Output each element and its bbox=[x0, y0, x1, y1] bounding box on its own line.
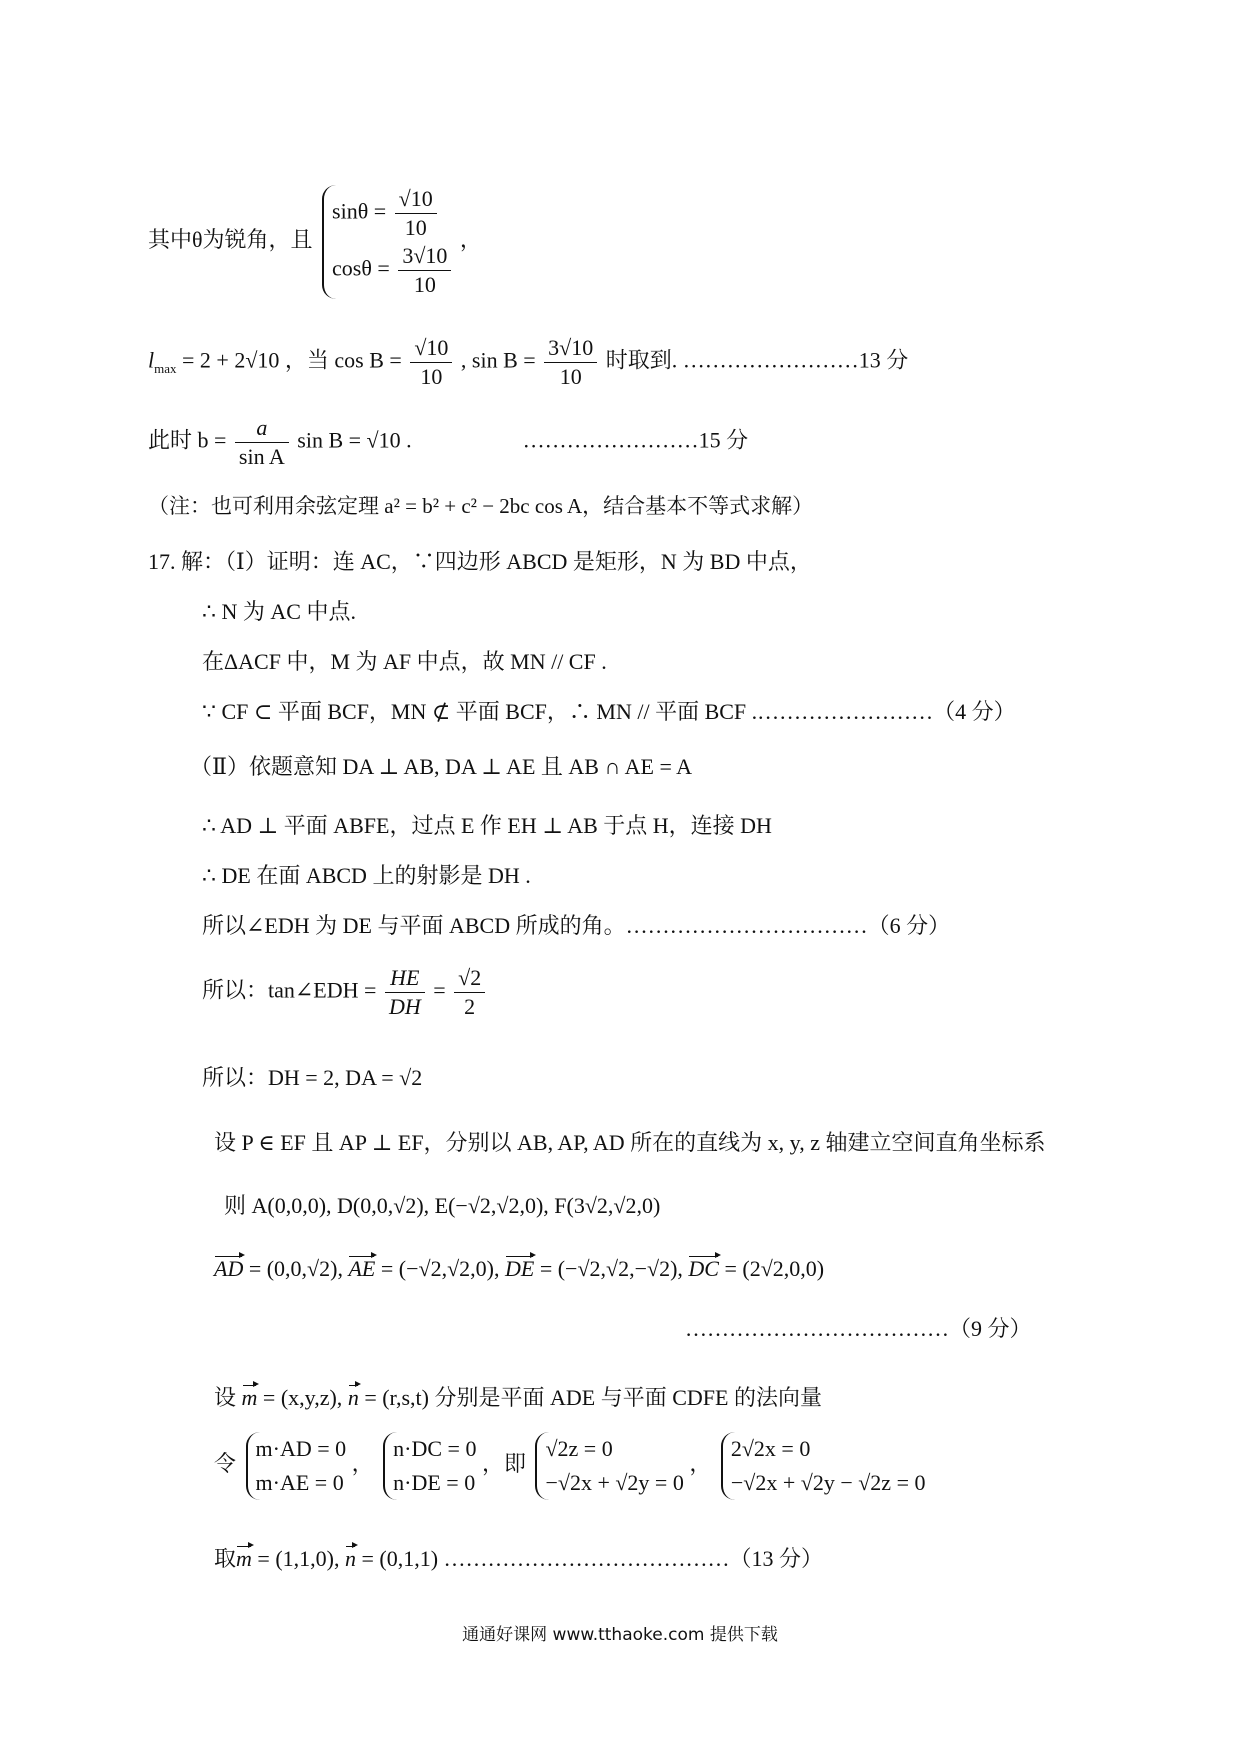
line-equation-systems bbox=[214, 1432, 925, 1500]
system-row: √2z = 0 bbox=[545, 1436, 613, 1461]
system-brace bbox=[322, 185, 454, 299]
line-n-midpoint: ∴ N 为 AC 中点. bbox=[202, 599, 356, 624]
ling-text: 令 bbox=[214, 1451, 237, 1477]
vector-value: = (2√2,0,0) bbox=[718, 1256, 825, 1281]
text: 设 bbox=[214, 1385, 242, 1410]
note-line: （注：也可利用余弦定理 a² = b² + c² − 2bc cos A，结合基本不等式求解） bbox=[148, 494, 814, 518]
line-theta-acute bbox=[148, 185, 482, 299]
when-cos: ，当 cos B = bbox=[284, 347, 402, 373]
equals: = bbox=[433, 977, 446, 1003]
text: 取 bbox=[214, 1546, 237, 1571]
numerator: HE bbox=[385, 964, 425, 993]
system-brace bbox=[721, 1432, 926, 1500]
ji-text: ，即 bbox=[481, 1451, 526, 1477]
line-mn-plane: ∵ CF ⊂ 平面 BCF，MN ⊄ 平面 BCF，∴ MN // 平面 BCF .……………………（4 分） bbox=[202, 699, 1016, 724]
line-mn-parallel: 在ΔACF 中，M 为 AF 中点，故 MN // CF . bbox=[202, 649, 607, 674]
vector-n: n bbox=[344, 1546, 356, 1571]
line-vectors bbox=[214, 1255, 824, 1283]
numerator: a bbox=[235, 414, 289, 443]
system-row: n·DC = 0 bbox=[393, 1436, 477, 1461]
sin-b: , sin B = bbox=[460, 347, 536, 373]
vector-ad: AD bbox=[214, 1256, 244, 1281]
system-row: −√2x + √2y − √2z = 0 bbox=[730, 1470, 926, 1495]
score-mark: ……………………13 分 bbox=[682, 347, 909, 373]
cos-lhs: cosθ = bbox=[332, 255, 390, 281]
fraction bbox=[395, 185, 437, 242]
system-brace bbox=[246, 1432, 347, 1500]
vector-value: = (−√2,√2,0), bbox=[375, 1256, 505, 1281]
denominator: 10 bbox=[404, 215, 427, 240]
vector-ae: AE bbox=[348, 1256, 376, 1281]
line-angle: 所以∠EDH 为 DE 与平面 ABCD 所成的角。……………………………（6 分） bbox=[202, 913, 951, 938]
line-normal-vectors bbox=[214, 1384, 822, 1412]
numerator: √10 bbox=[410, 334, 452, 363]
line-points: 则 A(0,0,0), D(0,0,√2), E(−√2,√2,0), F(3√2,√2,0) bbox=[224, 1193, 661, 1218]
line-projection: ∴ DE 在面 ABCD 上的射影是 DH . bbox=[202, 863, 531, 888]
numerator: 3√10 bbox=[544, 334, 597, 363]
line-ad-perp: ∴ AD ⊥ 平面 ABFE，过点 E 作 EH ⊥ AB 于点 H，连接 DH bbox=[202, 813, 772, 838]
text: = (r,s,t) 分别是平面 ADE 与平面 CDFE 的法向量 bbox=[358, 1385, 822, 1410]
fraction bbox=[544, 334, 597, 391]
numerator: √2 bbox=[454, 964, 485, 993]
system-row: m·AD = 0 bbox=[255, 1436, 347, 1461]
fraction bbox=[454, 964, 485, 1021]
system-row: −√2x + √2y = 0 bbox=[545, 1470, 684, 1495]
vector-m: m bbox=[236, 1546, 252, 1571]
vector-de: DE bbox=[504, 1256, 535, 1281]
b-prefix: 此时 b = bbox=[148, 427, 227, 453]
system-row: 2√2x = 0 bbox=[730, 1436, 811, 1461]
denominator: 10 bbox=[413, 272, 436, 297]
system-row: m·AE = 0 bbox=[255, 1470, 344, 1495]
text: = (1,1,0), bbox=[251, 1546, 345, 1571]
fraction bbox=[398, 242, 451, 299]
line-coordinate-system: 设 P ∈ EF 且 AP ⊥ EF，分别以 AB, AP, AD 所在的直线为 x, y, z 轴建立空间直角坐标系 bbox=[214, 1130, 1046, 1155]
vector-value: = (−√2,√2,−√2), bbox=[534, 1256, 689, 1281]
numerator: 3√10 bbox=[398, 242, 451, 271]
sin-lhs: sinθ = bbox=[332, 198, 387, 224]
system-brace bbox=[535, 1432, 683, 1500]
line-b-value bbox=[148, 414, 748, 471]
vector-n: n bbox=[347, 1385, 359, 1410]
page-footer: 通通好课网 www.tthaoke.com 提供下载 bbox=[462, 1625, 778, 1645]
numerator: √10 bbox=[395, 185, 437, 214]
system-row-cos bbox=[332, 242, 454, 299]
score-mark: ……………………15 分 bbox=[522, 427, 749, 453]
tail-text: 时取到. bbox=[605, 347, 678, 373]
denominator: sin A bbox=[238, 444, 285, 469]
denominator: 2 bbox=[464, 994, 476, 1019]
b-rest: sin B = √10 . bbox=[297, 427, 412, 453]
vector-value: = (0,0,√2), bbox=[243, 1256, 349, 1281]
comma: ， bbox=[689, 1451, 712, 1477]
fraction bbox=[235, 414, 289, 471]
max-subscript: max bbox=[154, 360, 177, 376]
l-symbol: l bbox=[148, 347, 155, 373]
line-dh-da: 所以：DH = 2, DA = √2 bbox=[202, 1065, 423, 1090]
system-brace bbox=[383, 1432, 476, 1500]
problem-17-start: 17. 解：（Ⅰ）证明：连 AC，∵四边形 ABCD 是矩形，N 为 BD 中点， bbox=[148, 549, 812, 574]
denominator: 10 bbox=[559, 364, 582, 389]
tan-prefix: 所以：tan∠EDH = bbox=[202, 977, 377, 1003]
vector-dc: DC bbox=[688, 1256, 719, 1281]
line-prefix: 其中θ为锐角，且 bbox=[148, 227, 313, 253]
line-tan bbox=[202, 964, 488, 1021]
line-take-vectors bbox=[214, 1545, 823, 1573]
vector-m: m bbox=[241, 1385, 258, 1410]
system-row: n·DE = 0 bbox=[393, 1470, 476, 1495]
score-9: ………………………………（9 分） bbox=[685, 1316, 1032, 1341]
text: = (x,y,z), bbox=[257, 1385, 348, 1410]
denominator: 10 bbox=[420, 364, 443, 389]
fraction bbox=[385, 964, 425, 1021]
comma: ， bbox=[351, 1451, 374, 1477]
line-lmax bbox=[148, 334, 908, 391]
denominator: DH bbox=[388, 994, 421, 1019]
line-suffix: ， bbox=[459, 227, 482, 253]
lmax-value: = 2 + 2√10 bbox=[182, 347, 280, 373]
system-row-sin bbox=[332, 185, 454, 242]
fraction bbox=[410, 334, 452, 391]
line-part-ii: （Ⅱ）依题意知 DA ⊥ AB, DA ⊥ AE 且 AB ∩ AE = A bbox=[190, 754, 693, 779]
text: = (0,1,1) …………………………………（13 分） bbox=[355, 1546, 824, 1571]
